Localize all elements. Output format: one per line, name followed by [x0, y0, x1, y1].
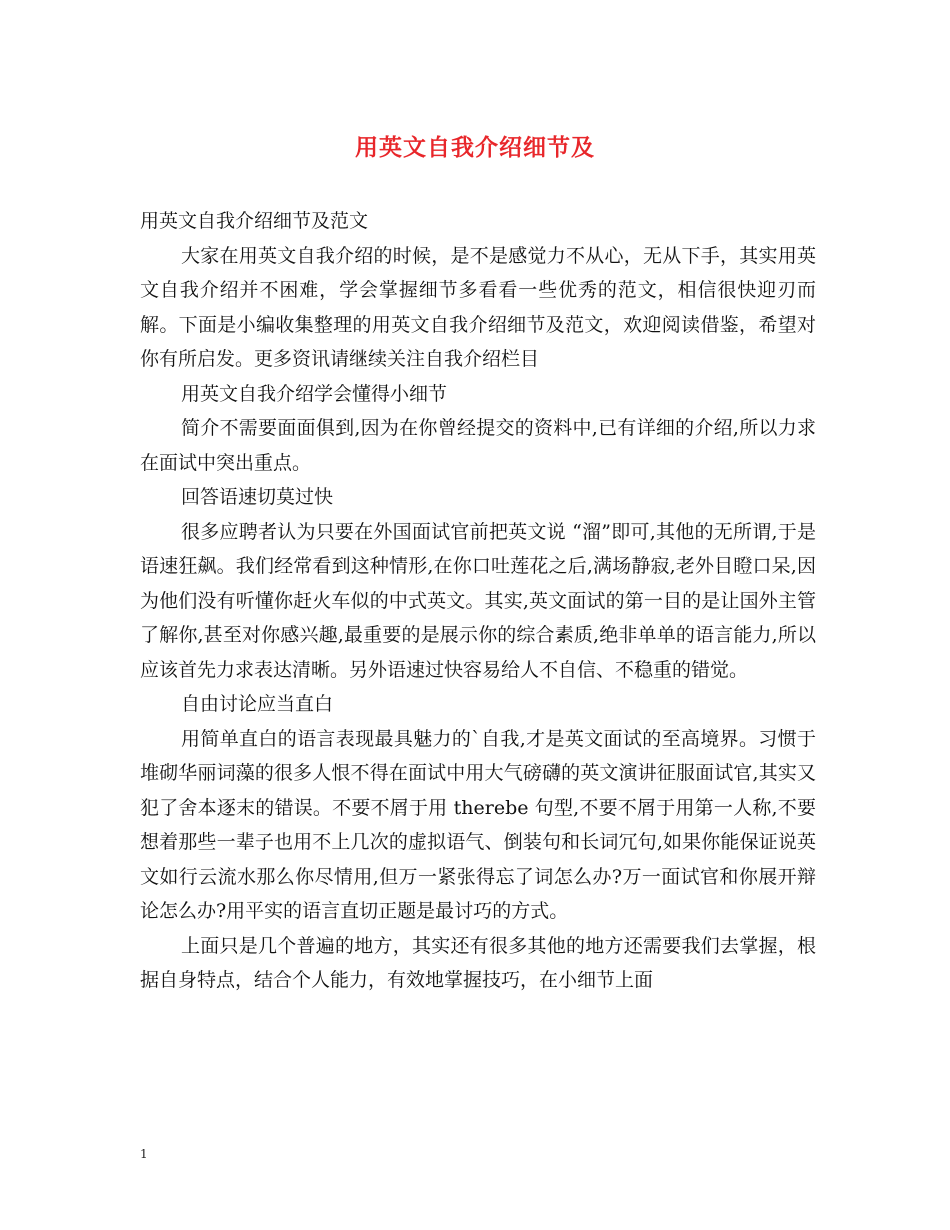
paragraph-discussion: 用简单直白的语言表现最具魅力的`自我,才是英文面试的至高境界。习惯于堆砌华丽词藻的很多人恨不得在面试中用大气磅礴的英文演讲征服面试官,其实又犯了舍本逐末的错误。不要不屑于用 therebe 句型,不要不屑于用第一人称,不要想着那些一辈子也用不上几次的虚拟语气、倒装句和长词冗句,如果你能保证说英文如行云流水那么你尽情用,但万一紧张得忘了词怎么办?万一面试官和你展开辩论怎么办?用平实的语言直切正题是最讨巧的方式。 — [140, 727, 816, 922]
paragraph-intro: 大家在用英文自我介绍的时候，是不是感觉力不从心，无从下手，其实用英文自我介绍并不困难，学会掌握细节多看看一些优秀的范文，相信很快迎刃而解。下面是小编收集整理的用英文自我介绍细节及范文，欢迎阅读借鉴，希望对你有所启发。更多资讯请继续关注自我介绍栏目 — [140, 244, 816, 370]
paragraph-closing: 上面只是几个普遍的地方，其实还有很多其他的地方还需要我们去掌握，根据自身特点，结合个人能力，有效地掌握技巧，在小细节上面 — [140, 934, 816, 991]
page-number: 1 — [140, 1147, 148, 1161]
paragraph-heading-speed: 回答语速切莫过快 — [181, 486, 334, 508]
paragraph-heading-details: 用英文自我介绍学会懂得小细节 — [181, 382, 448, 405]
paragraph-brief: 简介不需要面面俱到,因为在你曾经提交的资料中,已有详细的介绍,所以力求在面试中突出重点。 — [140, 417, 816, 474]
document-title: 用英文自我介绍细节及 — [355, 134, 595, 161]
document-body — [140, 204, 816, 998]
paragraph-speed: 很多应聘者认为只要在外国面试官前把英文说 “溜”即可,其他的无所谓,于是语速狂飙。我们经常看到这种情形,在你口吐莲花之后,满场静寂,老外目瞪口呆,因为他们没有听懂你赶火车似的中式英文。其实,英文面试的第一目的是让国外主管了解你,甚至对你感兴趣,最重要的是展示你的综合素质,绝非单单的语言能力,所以应该首先力求表达清晰。另外语速过快容易给人不自信、不稳重的错觉。 — [140, 520, 816, 681]
paragraph-subtitle: 用英文自我介绍细节及范文 — [140, 210, 369, 232]
paragraph-heading-discussion: 自由讨论应当直白 — [181, 693, 334, 715]
